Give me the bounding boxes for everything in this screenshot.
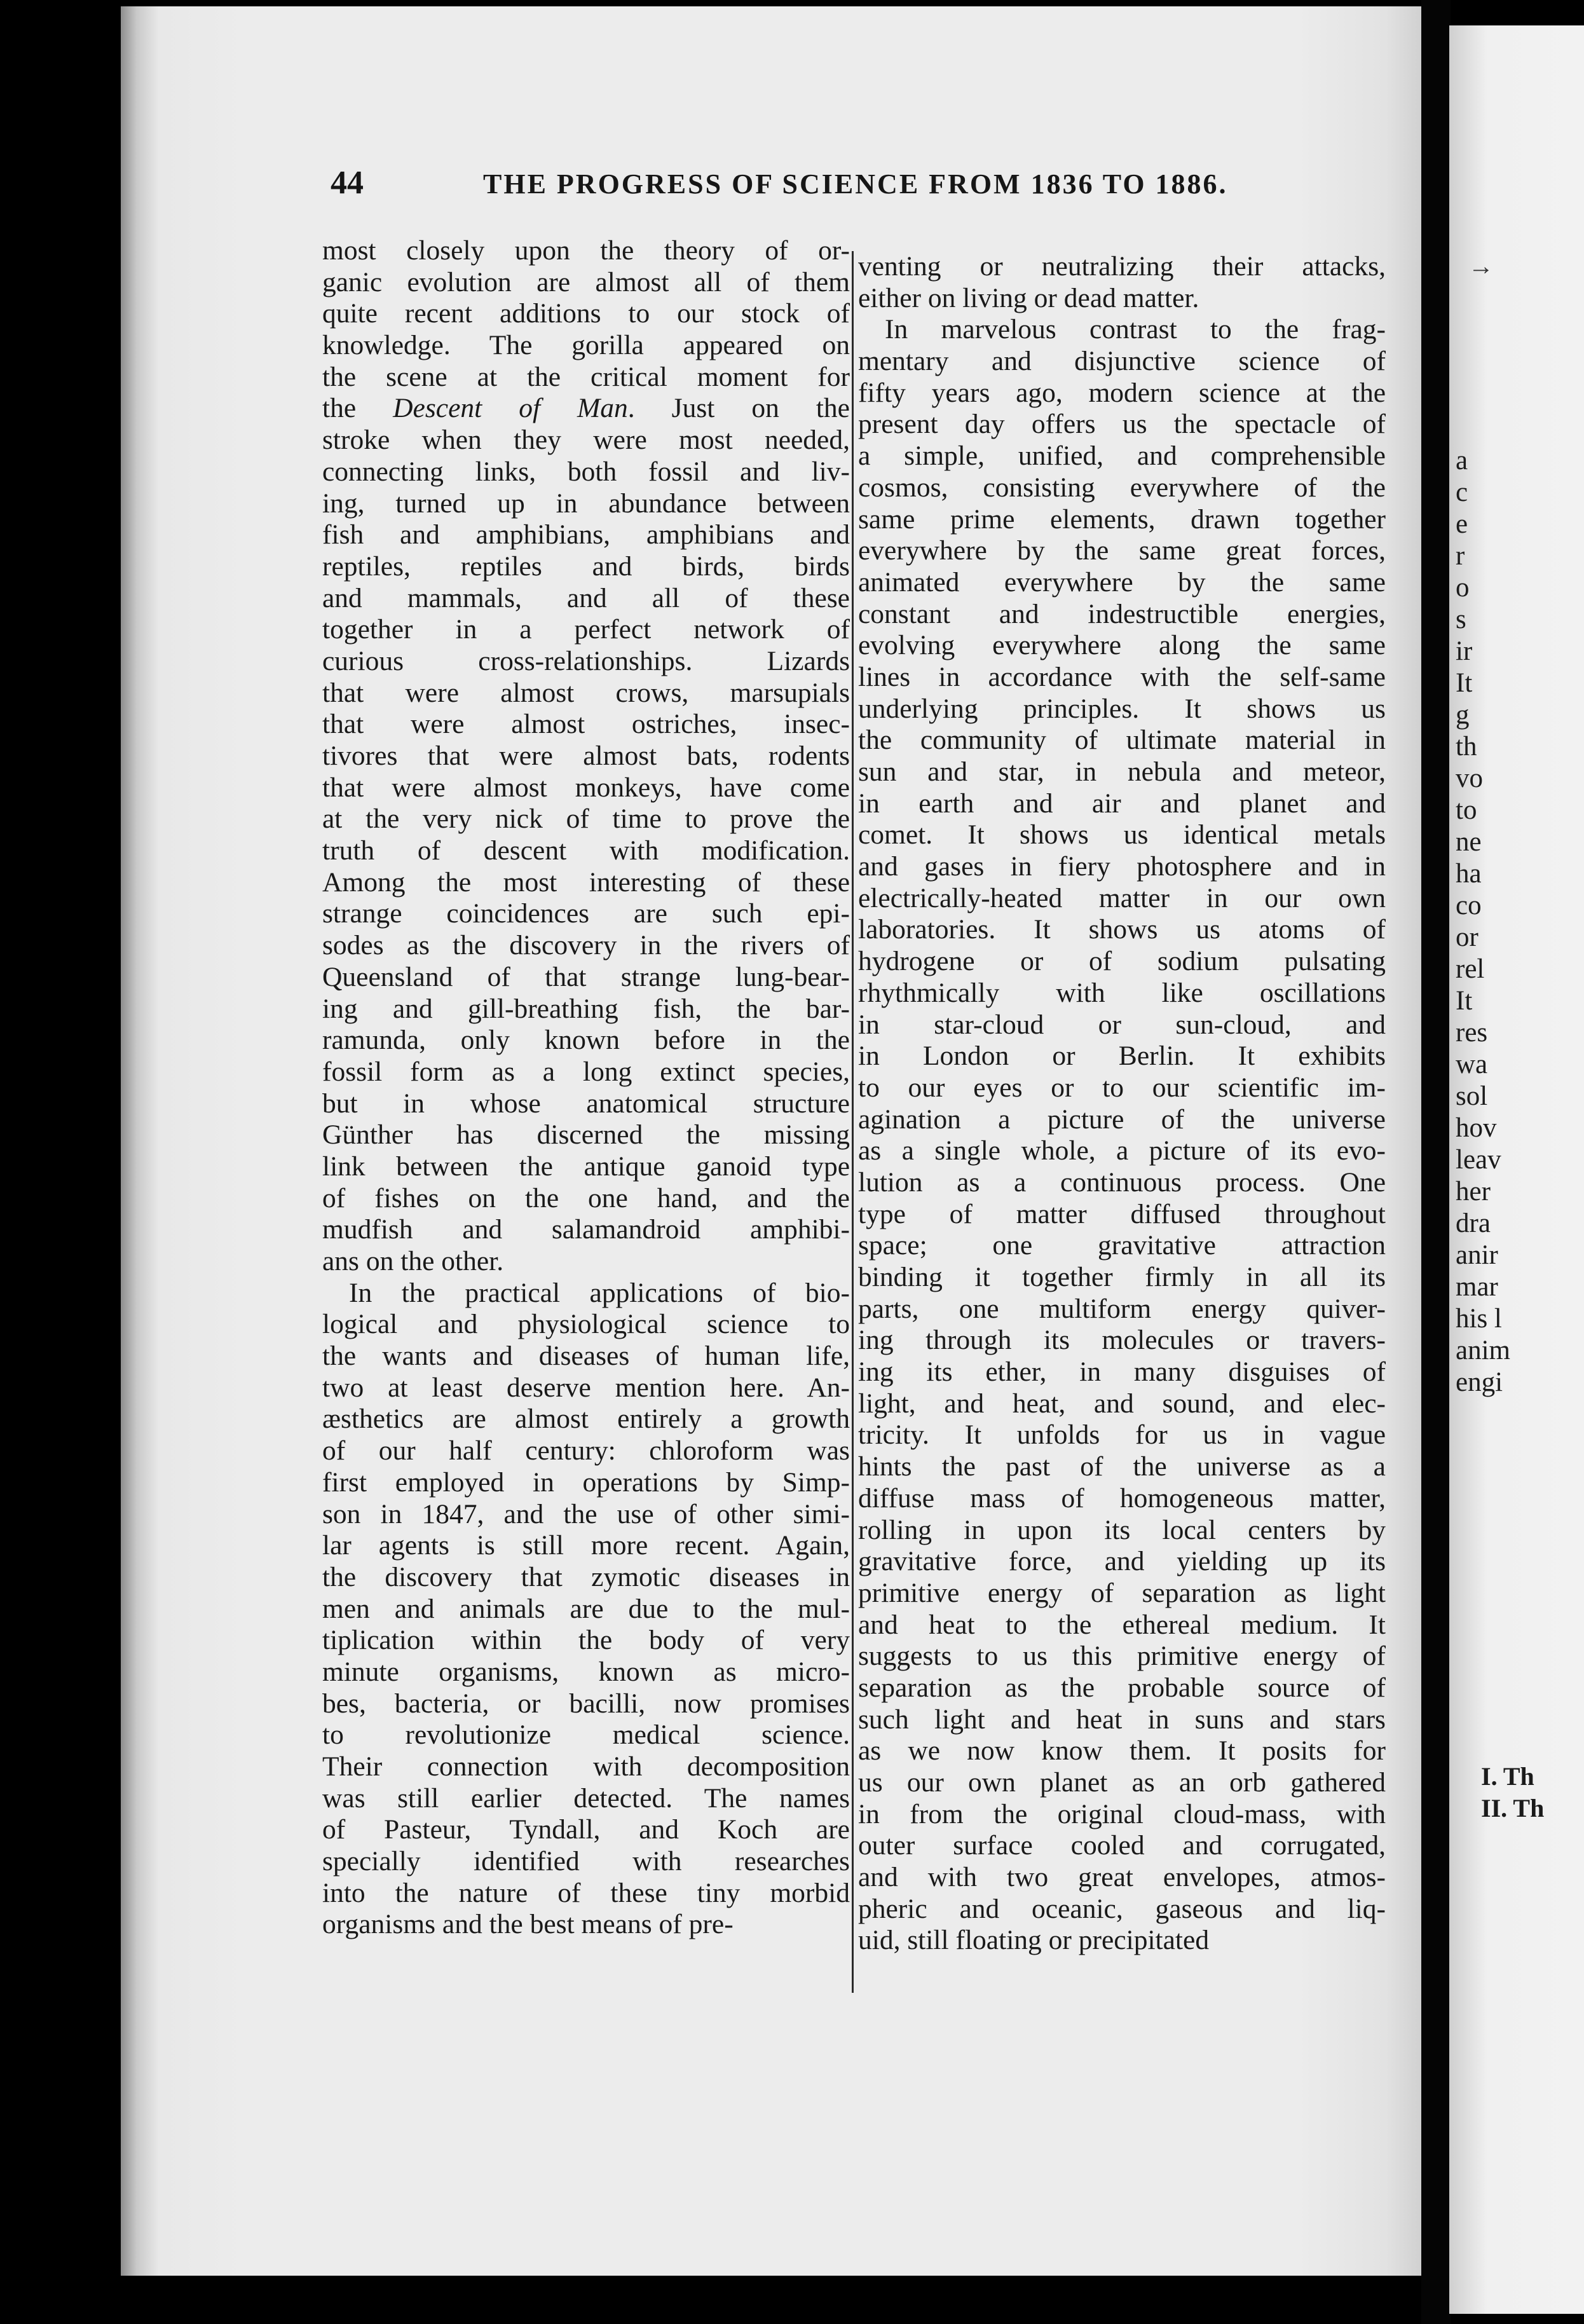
text-line: in earth and air and planet and <box>858 788 1386 819</box>
text-line: ing its ether, in many disguises of <box>858 1357 1386 1388</box>
text-line: everywhere by the same great forces, <box>858 535 1386 566</box>
facing-fragment: dra <box>1456 1208 1491 1238</box>
text-line: sun and star, in nebula and meteor, <box>858 756 1386 787</box>
text-line: as we now know them. It posits for <box>858 1735 1386 1767</box>
text-line: binding it together firmly in all its <box>858 1262 1386 1292</box>
text-line: of Pasteur, Tyndall, and Koch are <box>322 1814 850 1845</box>
text-line: Among the most interesting of these <box>322 866 850 898</box>
page-number: 44 <box>331 165 364 201</box>
facing-page-text-fragments <box>1456 445 1584 1398</box>
facing-fragment: or <box>1456 922 1478 952</box>
facing-fragment: anir <box>1456 1240 1498 1270</box>
text-line: suggests to us this primitive energy of <box>858 1641 1386 1672</box>
text-line: curious cross-relationships. Lizards <box>322 645 850 676</box>
text-line: link between the antique ganoid type <box>322 1151 850 1182</box>
text-line: tricity. It unfolds for us in vague <box>858 1419 1386 1451</box>
text-line: evolving everywhere along the same <box>858 630 1386 661</box>
text-line: venting or neutralizing their attacks, <box>858 251 1386 282</box>
text-line: the community of ultimate material in <box>858 725 1386 756</box>
text-line: ramunda, only known before in the <box>322 1025 850 1056</box>
book-gutter <box>1421 0 1451 2324</box>
facing-fragment: It <box>1456 986 1473 1016</box>
text-line: tivores that were almost bats, rodents <box>322 741 850 771</box>
text-line: and gases in fiery photosphere and in <box>858 851 1386 882</box>
text-line: fossil form as a long extinct species, <box>322 1056 850 1087</box>
text-line: ing through its molecules or travers- <box>858 1325 1386 1356</box>
text-line: first employed in operations by Simp- <box>322 1466 850 1498</box>
text-line: that were almost ostriches, insec- <box>322 709 850 740</box>
text-line: gravitative force, and yielding up its <box>858 1546 1386 1577</box>
text-line: in from the original cloud-mass, with <box>858 1798 1386 1829</box>
text-line: mentary and disjunctive science of <box>858 346 1386 377</box>
text-line: us our own planet as an orb gathered <box>858 1767 1386 1798</box>
text-line: diffuse mass of homogeneous matter, <box>858 1482 1386 1514</box>
text-line: outer surface cooled and corrugated, <box>858 1830 1386 1861</box>
facing-fragment: vo <box>1456 763 1483 793</box>
text-line: hydrogene or of sodium pulsating <box>858 946 1386 977</box>
text-line: fifty years ago, modern science at the <box>858 377 1386 408</box>
facing-fragment: r <box>1456 541 1465 571</box>
text-line: the Descent of Man. Just on the <box>322 393 850 424</box>
text-line: knowledge. The gorilla appeared on <box>322 330 850 361</box>
text-line: lar agents is still more recent. Again, <box>322 1530 850 1561</box>
text-line: sodes as the discovery in the rivers of <box>322 930 850 961</box>
text-line: In the practical applications of bio- <box>349 1277 850 1308</box>
facing-fragment: hov <box>1456 1113 1497 1143</box>
text-line: light, and heat, and sound, and elec- <box>858 1388 1386 1419</box>
text-line: either on living or dead matter. <box>858 282 1199 313</box>
text-line: that were almost crows, marsupials <box>322 677 850 708</box>
facing-fragment: his l <box>1456 1304 1502 1334</box>
margin-mark: → <box>1468 252 1494 280</box>
text-line: rhythmically with like oscillations <box>858 977 1386 1008</box>
facing-fragment: her <box>1456 1177 1491 1206</box>
facing-fragment: ir <box>1456 636 1473 666</box>
text-line: Günther has discerned the missing <box>322 1119 850 1151</box>
text-line: tiplication within the body of very <box>322 1625 850 1656</box>
facing-page-list <box>1481 1761 1544 1824</box>
text-line: of our half century: chloroform was <box>322 1435 850 1466</box>
facing-fragment: c <box>1456 477 1468 507</box>
text-line: ing and gill-breathing fish, the bar- <box>322 993 850 1024</box>
page-header <box>331 164 1265 208</box>
facing-fragment: rel <box>1456 954 1485 984</box>
facing-fragment: th <box>1456 732 1477 762</box>
text-line: present day offers us the spectacle of <box>858 409 1386 440</box>
text-line: laboratories. It shows us atoms of <box>858 914 1386 945</box>
text-line: type of matter diffused throughout <box>858 1198 1386 1229</box>
text-line: separation as the probable source of <box>858 1672 1386 1703</box>
text-line: to our eyes or to our scientific im- <box>858 1072 1386 1103</box>
text-line: was still earlier detected. The names <box>322 1782 850 1814</box>
text-line: son in 1847, and the use of other simi- <box>322 1498 850 1529</box>
text-line: logical and physiological science to <box>322 1309 850 1340</box>
text-line: such light and heat in suns and stars <box>858 1704 1386 1735</box>
text-line: and heat to the ethereal medium. It <box>858 1609 1386 1640</box>
text-line: minute organisms, known as micro- <box>322 1656 850 1687</box>
text-line: bes, bacteria, or bacilli, now promises <box>322 1688 850 1719</box>
text-line: In marvelous contrast to the frag- <box>885 314 1386 345</box>
text-line: the discovery that zymotic diseases in <box>322 1561 850 1592</box>
text-line: space; one gravitative attraction <box>858 1230 1386 1261</box>
text-line: in London or Berlin. It exhibits <box>858 1041 1386 1072</box>
text-line: quite recent additions to our stock of <box>322 298 850 329</box>
text-line: underlying principles. It shows us <box>858 693 1386 724</box>
text-line: together in a perfect network of <box>322 614 850 645</box>
text-column-left <box>322 235 850 1941</box>
text-line: primitive energy of separation as light <box>858 1577 1386 1608</box>
text-line: ans on the other. <box>322 1246 504 1276</box>
text-line: same prime elements, drawn together <box>858 503 1386 535</box>
text-line: Their connection with decomposition <box>322 1751 850 1782</box>
text-column-right <box>858 251 1386 1957</box>
facing-fragment: mar <box>1456 1272 1498 1302</box>
text-line: at the very nick of time to prove the <box>322 803 850 835</box>
text-line: the wants and diseases of human life, <box>322 1341 850 1372</box>
text-line: two at least deserve mention here. An- <box>322 1372 850 1403</box>
facing-fragment: a <box>1456 446 1468 475</box>
text-line: agination a picture of the universe <box>858 1104 1386 1135</box>
text-line: stroke when they were most needed, <box>322 425 850 456</box>
text-line: hints the past of the universe as a <box>858 1451 1386 1482</box>
text-line: to revolutionize medical science. <box>322 1719 850 1751</box>
text-line: rolling in upon its local centers by <box>858 1514 1386 1545</box>
facing-fragment: engi <box>1456 1367 1503 1397</box>
facing-list-item: II. Th <box>1481 1794 1545 1822</box>
text-line: organisms and the best means of pre- <box>322 1909 734 1940</box>
text-line: in star-cloud or sun-cloud, and <box>858 1009 1386 1040</box>
facing-list-item: I. Th <box>1481 1762 1534 1791</box>
text-line: pheric and oceanic, gaseous and liq- <box>858 1893 1386 1924</box>
text-line: connecting links, both fossil and liv- <box>322 456 850 487</box>
text-line: specially identified with researches <box>322 1846 850 1877</box>
running-title: THE PROGRESS OF SCIENCE FROM 1836 TO 1886. <box>483 168 1228 200</box>
text-line: comet. It shows us identical metals <box>858 819 1386 851</box>
text-line: truth of descent with modification. <box>322 835 850 866</box>
text-line: fish and amphibians, amphibians and <box>322 519 850 550</box>
facing-fragment: leav <box>1456 1145 1501 1175</box>
text-line: lution as a continuous process. One <box>858 1166 1386 1198</box>
text-line: ganic evolution are almost all of them <box>322 266 850 297</box>
column-rule <box>852 251 854 1993</box>
text-line: æsthetics are almost entirely a growth <box>322 1404 850 1435</box>
text-line: uid, still floating or precipitated <box>858 1925 1210 1956</box>
text-line: reptiles, reptiles and birds, birds <box>322 550 850 582</box>
text-line: constant and indestructible energies, <box>858 598 1386 629</box>
text-line: ing, turned up in abundance between <box>322 488 850 519</box>
text-line: but in whose anatomical structure <box>322 1088 850 1119</box>
facing-fragment: res <box>1456 1018 1488 1048</box>
facing-fragment: sol <box>1456 1081 1488 1111</box>
text-line: cosmos, consisting everywhere of the <box>858 472 1386 503</box>
text-line: and mammals, and all of these <box>322 582 850 613</box>
text-line: lines in accordance with the self-same <box>858 661 1386 692</box>
facing-fragment: It <box>1456 668 1473 698</box>
facing-fragment: co <box>1456 891 1482 920</box>
text-line: into the nature of these tiny morbid <box>322 1877 850 1908</box>
facing-fragment: g <box>1456 700 1470 730</box>
facing-fragment: wa <box>1456 1049 1488 1079</box>
facing-fragment: s <box>1456 605 1466 634</box>
text-line: and with two great envelopes, atmos- <box>858 1862 1386 1893</box>
text-line: strange coincidences are such epi- <box>322 898 850 929</box>
text-line: most closely upon the theory of or- <box>322 235 850 266</box>
text-line: of fishes on the one hand, and the <box>322 1182 850 1213</box>
text-line: animated everywhere by the same <box>858 566 1386 598</box>
text-line: parts, one multiform energy quiver- <box>858 1293 1386 1324</box>
facing-fragment: ne <box>1456 827 1482 857</box>
text-line: men and animals are due to the mul- <box>322 1593 850 1624</box>
text-line: electrically-heated matter in our own <box>858 882 1386 913</box>
text-line: mudfish and salamandroid amphibi- <box>322 1214 850 1245</box>
text-line: Queensland of that strange lung-bear- <box>322 961 850 992</box>
facing-fragment: o <box>1456 573 1470 603</box>
text-line: the scene at the critical moment for <box>322 361 850 392</box>
facing-fragment: to <box>1456 795 1477 825</box>
text-line: a simple, unified, and comprehensible <box>858 441 1386 472</box>
text-line: as a single whole, a picture of its evo- <box>858 1135 1386 1166</box>
facing-fragment: ha <box>1456 859 1482 889</box>
facing-fragment: anim <box>1456 1336 1510 1365</box>
facing-fragment: e <box>1456 509 1468 539</box>
text-line: that were almost monkeys, have come <box>322 772 850 803</box>
